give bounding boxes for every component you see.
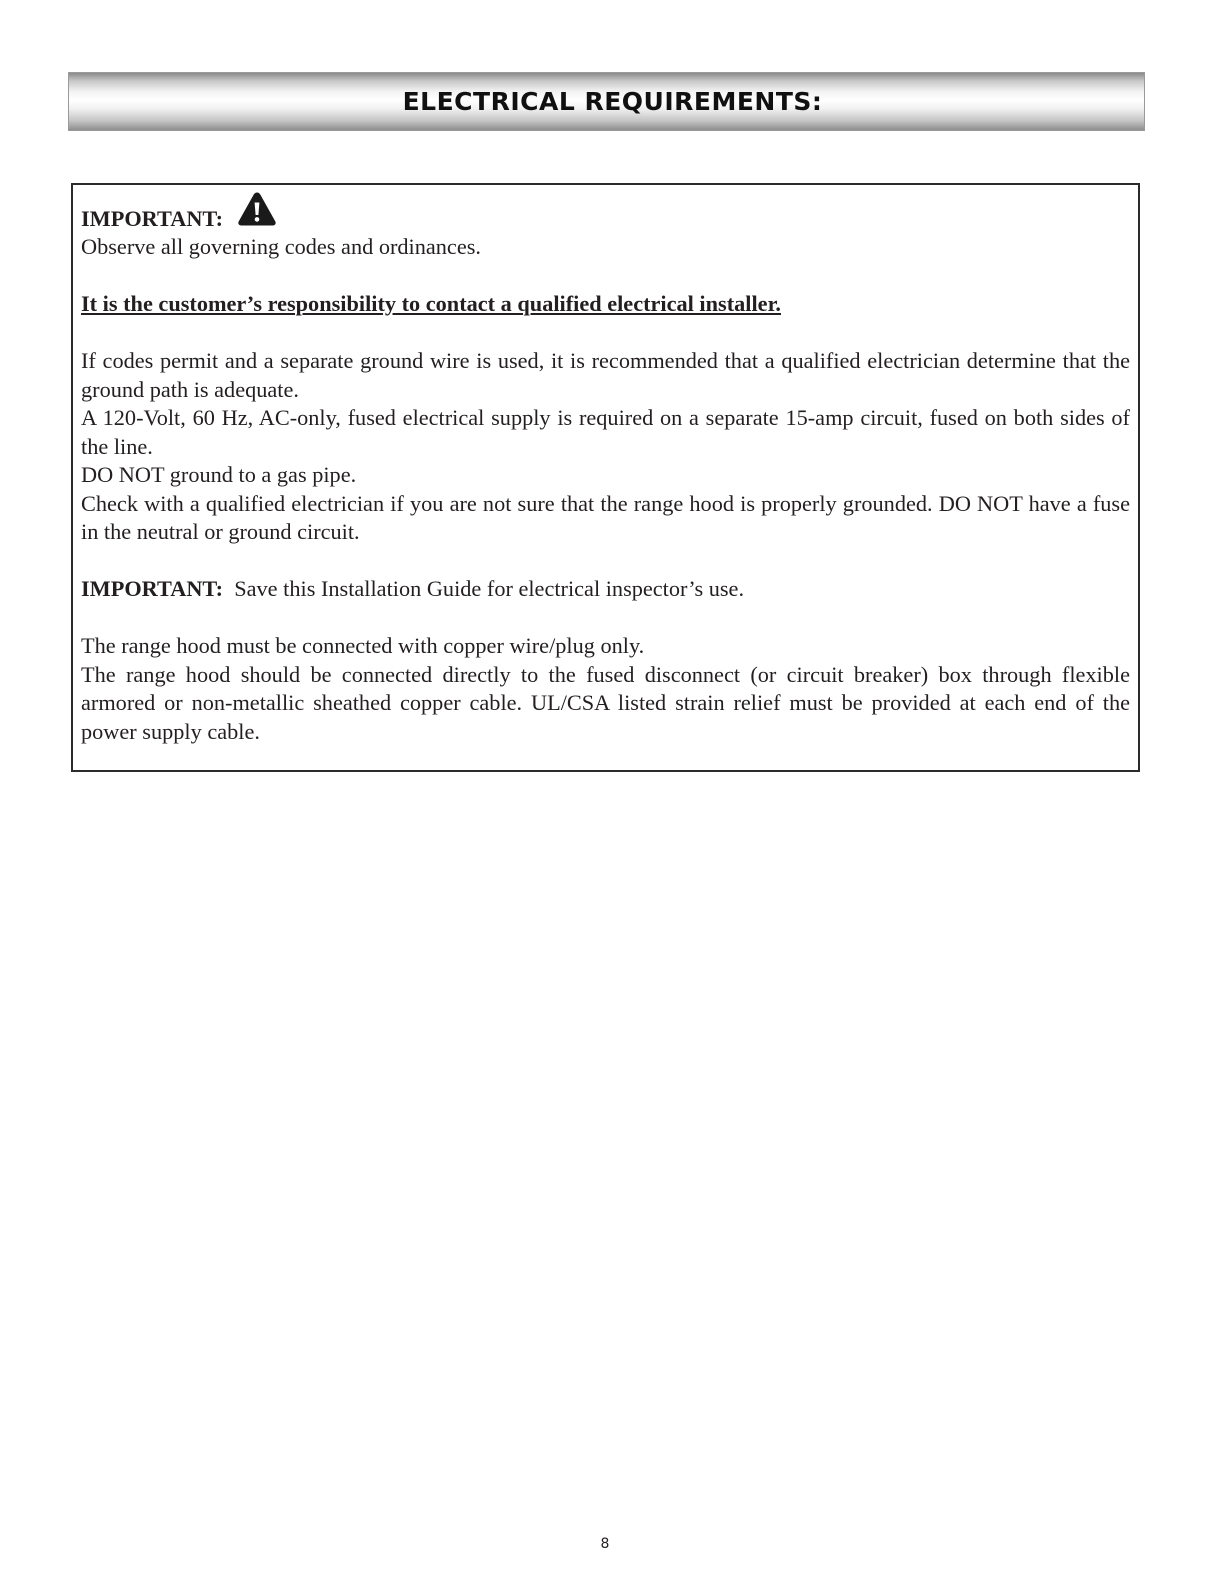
responsibility-statement: It is the customer’s responsibility to contact a qualified electrical installer.	[81, 291, 781, 316]
save-guide-text	[81, 575, 1130, 604]
save-guide-statement: Save this Installation Guide for electrical inspector’s use.	[234, 576, 745, 601]
save-important-label: IMPORTANT:	[81, 576, 224, 601]
ground-path-text: If codes permit and a separate ground wire is used, it is recommended that a qualified electrician determine that the ground path is adequate.	[81, 348, 1130, 402]
page-number: 8	[600, 1536, 610, 1552]
section-header-banner	[68, 72, 1145, 131]
section-title: ELECTRICAL REQUIREMENTS:	[402, 87, 823, 116]
important-heading	[81, 195, 1130, 233]
electrical-notice-box	[71, 183, 1140, 772]
copper-wire-text: The range hood must be connected with copper wire/plug only.	[81, 633, 645, 658]
gas-pipe-warning-text: DO NOT ground to a gas pipe.	[81, 462, 357, 487]
supply-requirement-text: A 120-Volt, 60 Hz, AC-only, fused electrical supply is required on a separate 15-amp circuit, fused on both sides of the line.	[81, 405, 1130, 459]
important-label: IMPORTANT:	[81, 205, 224, 231]
check-grounded-text: Check with a qualified electrician if you are not sure that the range hood is properly grounded. DO NOT have a fuse in the neutral or ground circuit.	[81, 490, 1130, 544]
observe-codes-text: Observe all governing codes and ordinances.	[81, 234, 481, 259]
connection-text: The range hood should be connected directly to the fused disconnect (or circuit breaker) box through flexible armored or non-metallic sheathed copper cable. UL/CSA listed strain relief must be provided at each end of the power supply cable.	[81, 661, 1130, 744]
responsibility-text	[81, 290, 1130, 319]
warning-triangle-icon	[237, 191, 277, 227]
